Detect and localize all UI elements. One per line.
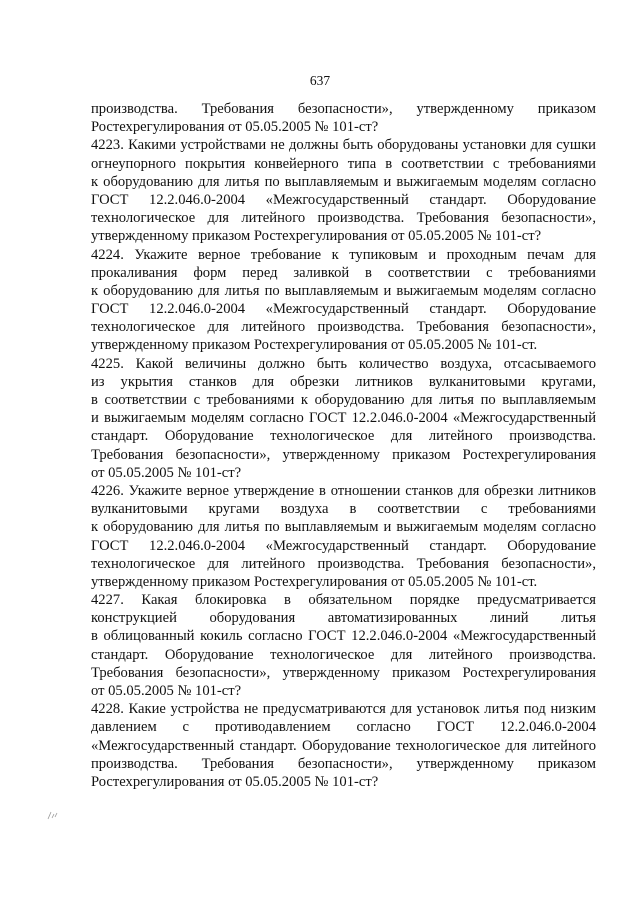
text-line: «Межгосударственный стандарт. Оборудование технологическое для литейного [91,737,596,754]
text-body [91,100,596,791]
text-line: 4226. Укажите верное утверждение в отношении станков для обрезки литников [91,482,596,499]
text-line: стандарт. Оборудование технологическое для литейного производства. [91,428,596,445]
text-line: прокаливания форм перед заливкой в соответствии с требованиями [91,264,596,281]
text-line: в облицованный кокиль согласно ГОСТ 12.2.046.0-2004 «Межгосударственный [91,628,596,645]
text-line: от 05.05.2005 № 101-ст? [91,464,242,481]
text-line: Требования безопасности», утвержденному приказом Ростехрегулирования [91,664,596,681]
text-line: производства. Требования безопасности», утвержденному приказом [91,101,596,117]
text-line: утвержденному приказом Ростехрегулирования от 05.05.2005 № 101-ст? [91,228,542,245]
text-line: и выжигаемым моделям согласно ГОСТ 12.2.046.0-2004 «Межгосударственный [91,410,596,427]
text-line: к оборудованию для литья по выплавляемым и выжигаемым моделям согласно [91,282,596,299]
text-line: стандарт. Оборудование технологическое для литейного производства. [91,646,596,663]
text-line: Ростехрегулирования от 05.05.2005 № 101-ст? [91,119,379,136]
scan-mark-icon [46,808,60,822]
text-line: Требования безопасности», утвержденному приказом Ростехрегулирования [91,446,596,463]
text-line: огнеупорного покрытия конвейерного типа в соответствии с требованиями [91,155,596,172]
text-line: утвержденному приказом Ростехрегулирования от 05.05.2005 № 101-ст. [91,337,538,354]
text-line: ГОСТ 12.2.046.0-2004 «Межгосударственный стандарт. Оборудование [91,537,596,554]
text-line: 4228. Какие устройства не предусматриваются для установок литья под низким [91,701,596,718]
text-line: в соответствии с требованиями к оборудованию для литья по выплавляемым [91,392,596,408]
text-line: технологическое для литейного производства. Требования безопасности», [91,555,596,572]
text-line: из укрытия станков для обрезки литников вулканитовыми кругами, [91,373,596,390]
text-line: технологическое для литейного производства. Требования безопасности», [91,210,596,227]
text-line: конструкцией оборудования автоматизированных линий литья [91,610,596,627]
text-line: Ростехрегулирования от 05.05.2005 № 101-ст? [91,773,379,790]
text-line: технологическое для литейного производства. Требования безопасности», [91,319,596,336]
text-line: от 05.05.2005 № 101-ст? [91,683,242,699]
text-line: 4224. Укажите верное требование к тупиковым и проходным печам для [91,246,596,263]
text-line: 4223. Какими устройствами не должны быть оборудованы установки для сушки [91,137,596,154]
text-line: производства. Требования безопасности», утвержденному приказом [91,755,596,772]
text-line: ГОСТ 12.2.046.0-2004 «Межгосударственный стандарт. Оборудование [91,191,596,208]
text-line: ГОСТ 12.2.046.0-2004 «Межгосударственный стандарт. Оборудование [91,301,596,318]
text-line: давлением с противодавлением согласно ГОСТ 12.2.046.0-2004 [91,719,596,736]
text-line: утвержденному приказом Ростехрегулирования от 05.05.2005 № 101-ст. [91,573,538,590]
text-line: 4227. Какая блокировка в обязательном порядке предусматривается [91,592,596,609]
text-line: 4225. Какой величины должно быть количество воздуха, отсасываемого [91,355,596,372]
text-line: к оборудованию для литья по выплавляемым и выжигаемым моделям согласно [91,519,596,536]
page-number: 637 [309,73,331,88]
text-line: вулканитовыми кругами воздуха в соответствии с требованиями [91,501,596,518]
text-line: к оборудованию для литья по выплавляемым и выжигаемым моделям согласно [91,173,596,190]
